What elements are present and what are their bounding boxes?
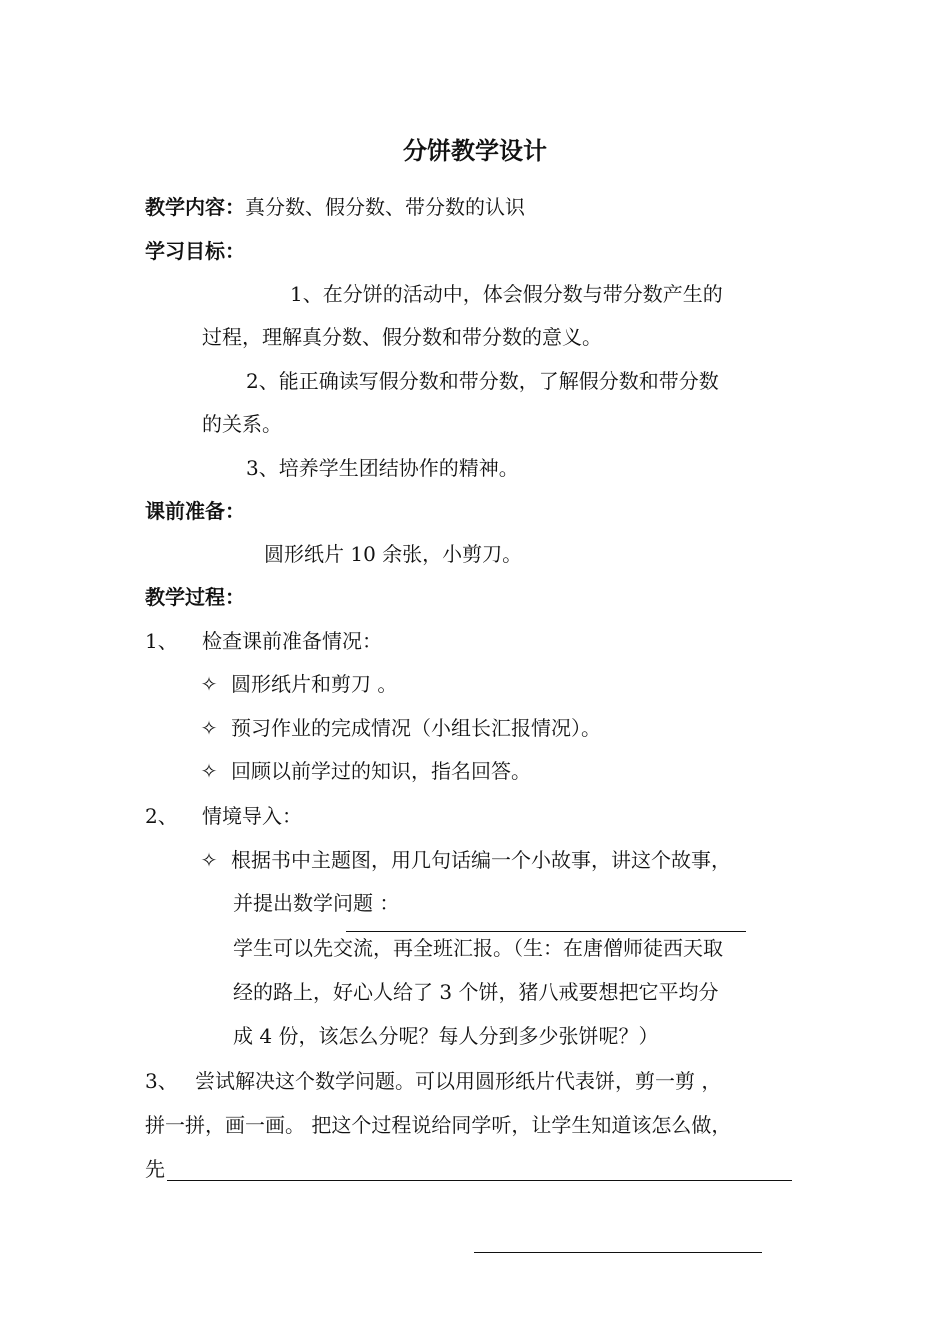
step-2-paragraph-line-2: 经的路上，好心人给了 3 个饼，猪八戒要想把它平均分	[233, 980, 719, 1004]
step-3-number: 3、	[145, 1069, 178, 1093]
step-2-paragraph-line-1: 学生可以先交流，再全班汇报。（生：在唐僧师徒西天取	[233, 936, 723, 960]
teaching-content-line	[145, 193, 525, 221]
answer-blank-line	[167, 1180, 792, 1181]
process-label: 教学过程：	[145, 585, 245, 609]
answer-blank-line	[474, 1252, 762, 1253]
step-3-line-1: 尝试解决这个数学问题。可以用圆形纸片代表饼，剪一剪 ，	[195, 1069, 722, 1093]
step-1-bullet-3: ✧ 回顾以前学过的知识，指名回答。	[197, 757, 531, 785]
objective-1-line-2: 过程，理解真分数、假分数和带分数的意义。	[202, 325, 602, 349]
preparation-label: 课前准备：	[145, 499, 245, 523]
objective-2-line-1: 2、能正确读写假分数和带分数，了解假分数和带分数	[246, 369, 719, 393]
step-2-bullet-line-2: 并提出数学问题 ：	[233, 891, 400, 915]
step-1-number: 1、	[145, 629, 178, 653]
diamond-bullet-icon: ✧	[200, 672, 218, 696]
answer-blank-line	[346, 931, 746, 932]
step-2-number: 2、	[145, 804, 178, 828]
preparation-text: 圆形纸片 10 余张，小剪刀。	[264, 542, 523, 566]
step-2-text: 情境导入：	[202, 804, 302, 828]
teaching-content-text: 真分数、假分数、带分数的认识	[245, 195, 525, 219]
step-2-paragraph-line-3: 成 4 份，该怎么分呢？每人分到多少张饼呢？）	[233, 1024, 659, 1048]
objective-2-line-2: 的关系。	[202, 412, 282, 436]
teaching-content-label: 教学内容：	[145, 195, 245, 219]
step-3-line-3: 先	[145, 1157, 165, 1181]
objective-1-line-1: 1、在分饼的活动中，体会假分数与带分数产生的	[290, 282, 723, 306]
step-2-bullet-line-1: ✧ 根据书中主题图，用几句话编一个小故事，讲这个故事，	[197, 846, 731, 874]
step-1-bullet-1: ✧ 圆形纸片和剪刀 。	[197, 670, 397, 698]
step-3-line-2: 拼一拼，画一画。 把这个过程说给同学听，让学生知道该怎么做，	[145, 1113, 732, 1137]
objective-3: 3、培养学生团结协作的精神。	[246, 456, 519, 480]
step-1-text: 检查课前准备情况：	[202, 629, 382, 653]
objectives-label: 学习目标：	[145, 239, 245, 263]
diamond-bullet-icon: ✧	[200, 759, 218, 783]
diamond-bullet-icon: ✧	[200, 848, 218, 872]
diamond-bullet-icon: ✧	[200, 716, 218, 740]
document-title: 分饼教学设计	[403, 136, 547, 165]
step-1-bullet-2: ✧ 预习作业的完成情况（小组长汇报情况）。	[197, 714, 601, 742]
